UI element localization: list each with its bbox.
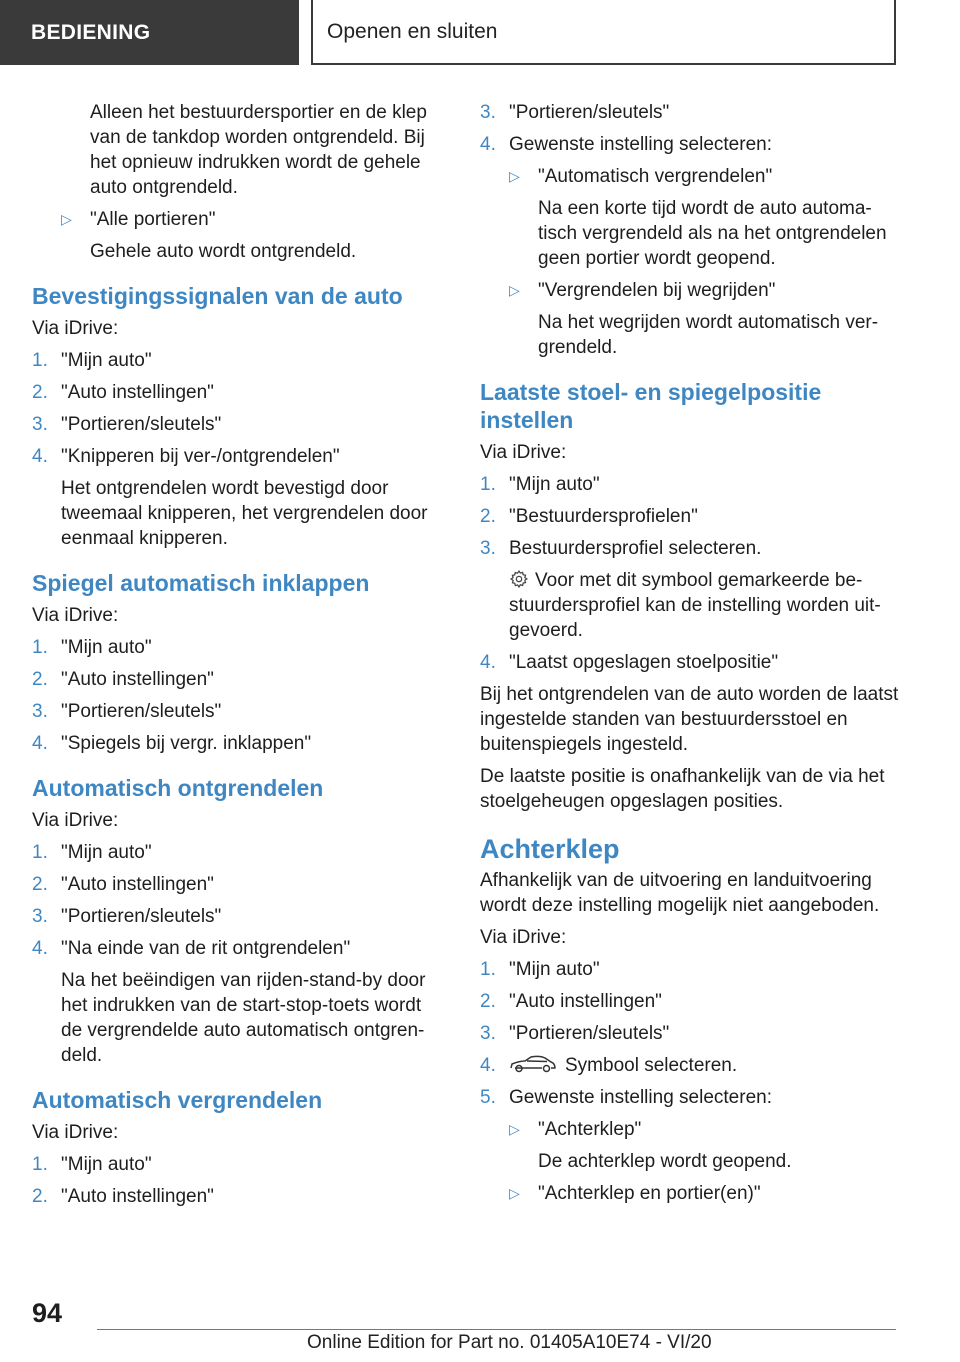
triangle-right-icon: ▷ xyxy=(509,1185,520,1201)
page-number: 94 xyxy=(32,1298,63,1328)
section-tab xyxy=(0,0,299,65)
body-paragraph: De laatste positie is onafhankelijk van de via het stoelgeheugen opgeslagen posities. xyxy=(480,766,885,812)
list-item xyxy=(32,936,444,961)
step-number: 3. xyxy=(32,701,48,722)
bullet-desc: Na het wegrijden wordt automatisch ver-grendeld. xyxy=(538,312,879,358)
list-item xyxy=(480,1021,900,1046)
section-mirror-fold xyxy=(32,569,444,756)
section-auto-unlock xyxy=(32,774,444,1068)
list-item xyxy=(480,132,900,157)
step-number: 1. xyxy=(480,959,496,980)
step-text: Symbool selecteren. xyxy=(565,1055,738,1076)
step-number: 2. xyxy=(480,506,496,527)
list-item xyxy=(480,957,900,982)
footer-edition: Online Edition for Part no. 01405A10E74 - VI/20 xyxy=(307,1332,712,1353)
step-text: "Portieren/sleutels" xyxy=(509,1023,670,1044)
bullet-label: "Alle portieren" xyxy=(90,209,216,230)
list-item xyxy=(32,380,444,405)
step-text: Bestuurdersprofiel selecteren. xyxy=(509,538,762,559)
list-item xyxy=(480,1085,900,1110)
list-item xyxy=(509,164,900,189)
via-idrive: Via iDrive: xyxy=(32,1122,119,1143)
list-item xyxy=(32,444,444,469)
step-number: 4. xyxy=(32,446,48,467)
step-text: "Auto instellingen" xyxy=(61,382,214,403)
via-idrive: Via iDrive: xyxy=(480,927,567,948)
step-number: 1. xyxy=(32,350,48,371)
section-heading: Automatisch vergrendelen xyxy=(32,1087,323,1113)
bullet-label: "Achterklep en portier(en)" xyxy=(538,1183,761,1204)
step-text: "Spiegels bij vergr. inklappen" xyxy=(61,733,312,754)
triangle-right-icon: ▷ xyxy=(61,211,72,227)
list-item xyxy=(32,1152,444,1177)
step-text: "Portieren/sleutels" xyxy=(61,701,222,722)
triangle-right-icon: ▷ xyxy=(509,282,520,298)
list-item xyxy=(480,536,900,561)
section-heading: Automatisch ontgrendelen xyxy=(32,775,324,801)
step-text: Gewenste instelling selecteren: xyxy=(509,134,772,155)
bullet-label: "Achterklep" xyxy=(538,1119,642,1140)
bullet-label: "Automatisch vergrendelen" xyxy=(538,166,773,187)
step-number: 4. xyxy=(32,733,48,754)
section-heading: Laatste stoel- en spiegelpositie instellen xyxy=(480,379,822,433)
step-number: 2. xyxy=(32,874,48,895)
section-auto-lock xyxy=(32,1086,444,1209)
step-number: 2. xyxy=(480,991,496,1012)
bullet-label: "Vergrendelen bij wegrijden" xyxy=(538,280,776,301)
step-text: "Laatst opgeslagen stoelpositie" xyxy=(509,652,779,673)
step-note: Na het beëindigen van rijden-stand-by door het indrukken van de start-stop-toets wordt de vergrendelde auto automatisch ontgren-deld. xyxy=(61,970,426,1066)
list-item xyxy=(480,100,900,125)
footer-divider xyxy=(97,1329,896,1330)
via-idrive: Via iDrive: xyxy=(32,605,119,626)
list-item xyxy=(32,635,444,660)
list-item xyxy=(32,667,444,692)
step-text: "Knipperen bij ver-/ontgrendelen" xyxy=(61,446,340,467)
car-icon xyxy=(509,1053,557,1075)
step-text: "Mijn auto" xyxy=(61,1154,152,1175)
step-text: "Auto instellingen" xyxy=(61,1186,214,1207)
list-item xyxy=(32,348,444,373)
section-tailgate xyxy=(480,832,900,1206)
step-number: 4. xyxy=(480,652,496,673)
step-number: 3. xyxy=(32,414,48,435)
gear-icon xyxy=(509,569,529,589)
triangle-right-icon: ▷ xyxy=(509,1121,520,1137)
list-item xyxy=(509,1117,900,1142)
step-text: "Portieren/sleutels" xyxy=(61,906,222,927)
step-text: "Auto instellingen" xyxy=(509,991,662,1012)
list-item xyxy=(32,840,444,865)
list-item xyxy=(61,207,444,232)
list-item xyxy=(480,472,900,497)
via-idrive: Via iDrive: xyxy=(32,318,119,339)
step-text: "Auto instellingen" xyxy=(61,874,214,895)
step-number: 4. xyxy=(480,1055,496,1076)
step-text: "Mijn auto" xyxy=(61,637,152,658)
step-number: 4. xyxy=(480,134,496,155)
list-item xyxy=(32,904,444,929)
chapter-tab xyxy=(311,0,896,65)
right-column xyxy=(480,100,900,1213)
step-text: "Mijn auto" xyxy=(509,474,600,495)
step-number: 4. xyxy=(32,938,48,959)
chapter-title: Openen en sluiten xyxy=(327,19,498,43)
list-item xyxy=(32,1184,444,1209)
list-item xyxy=(480,989,900,1014)
step-text: "Auto instellingen" xyxy=(61,669,214,690)
step-number: 3. xyxy=(480,102,496,123)
profile-note xyxy=(509,568,900,643)
bullet-desc: Gehele auto wordt ontgrendeld. xyxy=(90,241,357,262)
list-item xyxy=(32,731,444,756)
triangle-right-icon: ▷ xyxy=(509,168,520,184)
chapter-heading: Achterklep xyxy=(480,834,620,864)
step-number: 1. xyxy=(32,842,48,863)
section-title: BEDIENING xyxy=(31,20,151,44)
step-number: 2. xyxy=(32,1186,48,1207)
step-number: 3. xyxy=(32,906,48,927)
step-number: 3. xyxy=(480,538,496,559)
list-item xyxy=(509,1181,900,1206)
section-heading: Bevestigingssignalen van de auto xyxy=(32,283,403,309)
step-text: "Mijn auto" xyxy=(509,959,600,980)
step-text: "Mijn auto" xyxy=(61,350,152,371)
intro-text: Alleen het bestuurdersportier en de klep van de tankdop worden ontgrendeld. Bij het opnieuw indrukken wordt de gehele auto ontgrendeld. xyxy=(90,102,427,198)
step-text: "Bestuurdersprofielen" xyxy=(509,506,698,527)
step-number: 1. xyxy=(32,637,48,658)
section-seat-mirror-position xyxy=(480,378,900,814)
step-number: 2. xyxy=(32,382,48,403)
step-note: Het ontgrendelen wordt bevestigd door tweemaal knipperen, het vergrendelen door eenmaal knipperen. xyxy=(61,478,428,549)
list-item xyxy=(509,278,900,303)
step-text: "Portieren/sleutels" xyxy=(509,102,670,123)
step-text: Gewenste instelling selecteren: xyxy=(509,1087,772,1108)
list-item xyxy=(480,650,900,675)
step-text: "Na einde van de rit ontgrendelen" xyxy=(61,938,351,959)
step-number: 2. xyxy=(32,669,48,690)
list-item xyxy=(32,699,444,724)
via-idrive: Via iDrive: xyxy=(32,810,119,831)
step-number: 5. xyxy=(480,1087,496,1108)
step-number: 1. xyxy=(480,474,496,495)
list-item xyxy=(480,504,900,529)
step-text: "Portieren/sleutels" xyxy=(61,414,222,435)
profile-note-text: Voor met dit symbool gemarkeerde be-stuurdersprofiel kan de instelling worden uit-gevoerd. xyxy=(509,570,881,641)
list-item xyxy=(480,1053,900,1078)
step-text: "Mijn auto" xyxy=(61,842,152,863)
body-paragraph: Bij het ontgrendelen van de auto worden de laatst ingestelde standen van bestuurdersstoel en buitenspiegels ingesteld. xyxy=(480,684,899,755)
list-item xyxy=(32,872,444,897)
body-paragraph: Afhankelijk van de uitvoering en landuitvoering wordt deze instelling mogelijk niet aangeboden. xyxy=(480,870,880,916)
left-column xyxy=(32,100,444,1216)
bullet-desc: Na een korte tijd wordt de auto automa-tisch vergrendeld als na het ontgrendelen geen portier wordt geopend. xyxy=(538,198,887,269)
bullet-desc: De achterklep wordt geopend. xyxy=(538,1151,792,1172)
section-heading: Spiegel automatisch inklappen xyxy=(32,570,370,596)
step-number: 3. xyxy=(480,1023,496,1044)
step-number: 1. xyxy=(32,1154,48,1175)
via-idrive: Via iDrive: xyxy=(480,442,567,463)
section-confirmation-signals xyxy=(32,282,444,551)
list-item xyxy=(32,412,444,437)
